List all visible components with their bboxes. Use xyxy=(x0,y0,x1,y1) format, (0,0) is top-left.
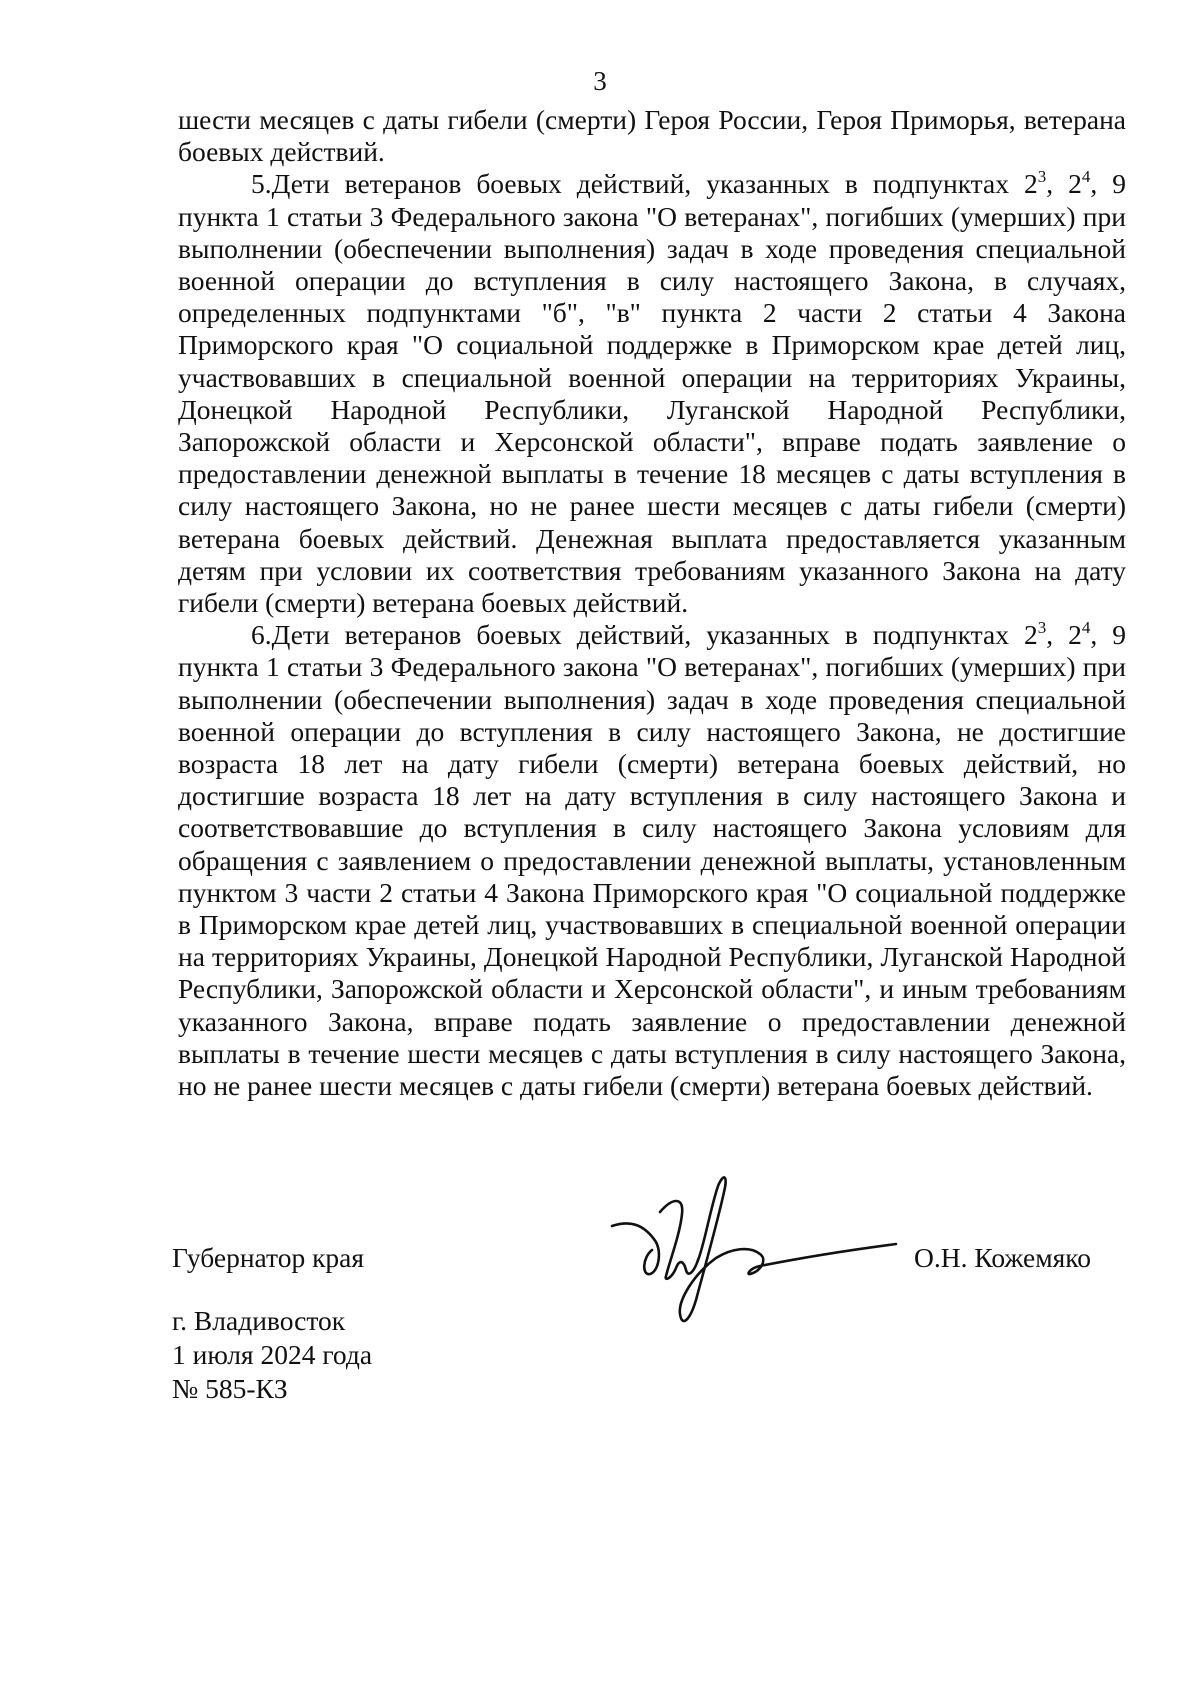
signatory-title: Губернатор края xyxy=(172,1242,365,1273)
issue-city: г. Владивосток xyxy=(172,1305,346,1336)
issue-details xyxy=(172,1304,372,1406)
superscript: 4 xyxy=(1081,167,1091,187)
paragraph-text: 6.Дети ветеранов боевых действий, указанных в подпунктах 2 xyxy=(251,619,1038,651)
page-number: 3 xyxy=(593,66,607,96)
paragraph-text: 5.Дети ветеранов боевых действий, указанных в подпунктах 2 xyxy=(251,168,1038,200)
paragraph-text: , 9 пункта 1 статьи 3 Федерального закона "О ветеранах", погибших (умерших) при выполнении (обеспечении выполнения) задач в ходе проведения специальной военной операции до вступления в силу настоящего Закона, в случаях, определенных подпунктами "б", "в" пункта 2 части 2 статьи 4 Закона Приморского края "О социальной поддержке в Приморском крае детей лиц, участвовавших в специальной военной операции на территориях Украины, Донецкой Народной Республики, Луганской Народной Республики, Запорожской области и Херсонской области", вправе подать заявление о предоставлении денежной выплаты в течение 18 месяцев с даты вступления в силу настоящего Закона, но не ранее шести месяцев с даты гибели (смерти) ветерана боевых действий. Денежная выплата предоставляется указанным детям при условии их соответствия требованиям указанного Закона на дату гибели (смерти) ветерана боевых действий. xyxy=(178,168,1126,619)
document-body xyxy=(178,104,1126,1102)
paragraph-continuation: шести месяцев с даты гибели (смерти) Героя России, Героя Приморья, ветерана боевых действий. xyxy=(178,104,1126,168)
handwritten-signature xyxy=(600,1150,900,1330)
paragraph-item-6 xyxy=(178,619,1126,1102)
signatory-name: О.Н. Кожемяко xyxy=(914,1242,1091,1273)
paragraph-item-5 xyxy=(178,168,1126,619)
paragraph-text: , 2 xyxy=(1046,168,1082,200)
issue-date: 1 июля 2024 года xyxy=(172,1339,373,1370)
superscript: 3 xyxy=(1037,618,1047,638)
superscript: 3 xyxy=(1037,167,1047,187)
paragraph-text: , 9 пункта 1 статьи 3 Федерального закона "О ветеранах", погибших (умерших) при выполнении (обеспечении выполнения) задач в ходе проведения специальной военной операции до вступления в силу настоящего Закона, не достигшие возраста 18 лет на дату гибели (смерти) ветерана боевых действий, но достигшие возраста 18 лет на дату вступления в силу настоящего Закона и соответствовавшие до вступления в силу настоящего Закона условиям для обращения с заявлением о предоставлении денежной выплаты, установленным пунктом 3 части 2 статьи 4 Закона Приморского края "О социальной поддержке в Приморском крае детей лиц, участвовавших в специальной военной операции на территориях Украины, Донецкой Народной Республики, Луганской Народной Республики, Запорожской области и Херсонской области", и иным требованиям указанного Закона, вправе подать заявление о предоставлении денежной выплаты в течение шести месяцев с даты вступления в силу настоящего Закона, но не ранее шести месяцев с даты гибели (смерти) ветерана боевых действий. xyxy=(178,619,1126,1102)
law-number: № 585-КЗ xyxy=(172,1373,288,1404)
superscript: 4 xyxy=(1081,618,1091,638)
paragraph-text: , 2 xyxy=(1046,619,1082,651)
